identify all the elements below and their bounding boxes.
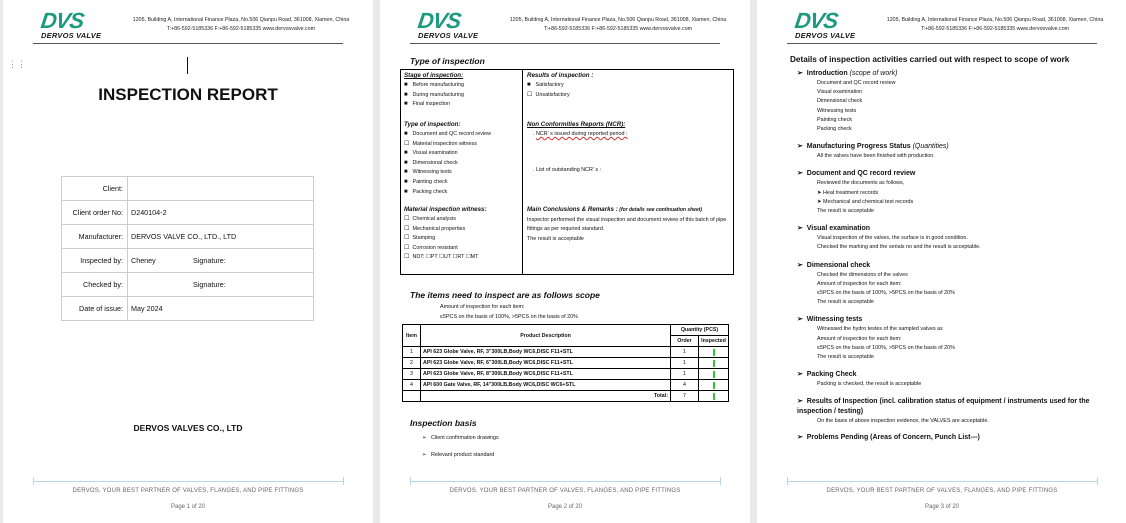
checked-box-icon: ■ bbox=[404, 131, 408, 137]
list-item: ■ Dimensional check bbox=[404, 159, 491, 169]
page-number: Page 1 of 20 bbox=[170, 504, 206, 510]
details-heading: Details of inspection activities carried out with respect to scope of work bbox=[790, 55, 1070, 64]
list-item: ■ Final inspection bbox=[404, 100, 464, 110]
table-row: Total: 7 bbox=[403, 391, 729, 402]
unchecked-box-icon: ☐ bbox=[404, 244, 410, 251]
footer-slogan: DERVOS, YOUR BEST PARTNER OF VALVES, FLANGES, AND PIPE FITTINGS bbox=[72, 488, 304, 494]
page-header bbox=[416, 8, 728, 41]
header-rule bbox=[410, 43, 720, 44]
table-row: 1 API 623 Globe Valve, RF, 3"300LB,Body WC6,DISC F11+STL 1 bbox=[403, 347, 729, 358]
page-number: Page 3 of 20 bbox=[924, 504, 960, 510]
unchecked-box-icon: ☐ bbox=[404, 235, 410, 242]
list-item: ■ Visual examination bbox=[404, 149, 491, 159]
list-item: ■ Document and QC record review bbox=[404, 130, 491, 140]
unchecked-box-icon: ☐ bbox=[404, 216, 410, 222]
checked-box-icon: ■ bbox=[527, 82, 531, 88]
list-item: Document and QC record review bbox=[817, 80, 896, 86]
company-name: DERVOS VALVES CO., LTD bbox=[133, 423, 243, 433]
list-item: Dimensional check bbox=[817, 98, 863, 105]
checked-box-icon: ■ bbox=[404, 188, 408, 195]
header-rule bbox=[33, 43, 343, 44]
list-item: ☐ Unsatisfactory bbox=[527, 91, 593, 101]
page-2: DVS DERVOS VALVE 1205, Building A, International Finance Plaza, No.506 Qianpu Road, 361008, Xiamen, China T:+86-592-5185336 F:+86-592-5185335 www.dervosvalve.com Type of inspection Stage of inspection: ■ Before manufacturing ■ During manufacturing ■ Final inspection Results of inspection : ■ Satisfactory ☐ Unsatisfactory Type of inspection: ■ Document and QC record review ☐ Material inspection witness ■ Visual examination ■ Dimensional check ■ Witnessing tests ■ Painting check ■ Packing check Non Conformities Reports (NCR): . NCR’ s issued during reported period : . List of outstanding NCR’ s : Material inspection witness: ☐ Chemical analysis ☐ Mechanical properties ☐ Stamping ☐ Corrosion resistant ☐ NDT: ☐PT ☐UT ☐RT ☐MT Main Conclusions & Remarks : (for details see continuation sheet) Inspector performed the visual inspection and document review of this batch of pipe fittings as per required standard. The result is acceptable The items need to inspect are as follows scope Amount of inspection for each item: ≤5PCS on the basis of 100%, >5PCS on the basis of 20% Item Product Description Quantity (PCS) Order Inspected 1 API 623 Globe Valve, RF, 3"300LB,Body WC6,DISC F11+STL 1 2 API 623 Globe Valve, RF, 6"300LB,Body WC6,DISC F11+STL 1 3 API 623 Globe Valve, RF, 8"300LB,Body WC6,DISC F11+STL 1 4 API 600 Gate Valve, RF, 14"300LB,Body WC6,DISC WC6+STL 4 Total: 7 Inspection basis ➢ Client confirmation drawings ➢ Relevant product standard DERVOS, YOUR BEST PARTNER OF VALVES, FLANGES, AND PIPE FITTINGS Page 2 of 20 bbox=[380, 0, 750, 523]
list-item: ■ Packing check bbox=[404, 188, 491, 198]
footer-rule bbox=[410, 481, 720, 482]
footer-rule bbox=[33, 481, 343, 482]
drag-handle-icon[interactable]: ⋮⋮ bbox=[8, 59, 26, 69]
table-row: Date of issue: May 2024 bbox=[62, 297, 314, 321]
items-table: Item Product Description Quantity (PCS) Order Inspected 1 API 623 Globe Valve, RF, 3"300LB,Body WC6,DISC F11+STL 1 2 API 623 Globe Valve, RF, 6"300LB,Body WC6,DISC F11+STL 1 3 API 623 Globe Valve, RF, 8"300LB,Body WC6,DISC F11+STL 1 4 API 600 Gate Valve, RF, 14"300LB,Body WC6,DISC WC6+STL 4 Total: 7 bbox=[402, 324, 729, 402]
table-row: 3 API 623 Globe Valve, RF, 8"300LB,Body WC6,DISC F11+STL 1 bbox=[403, 369, 729, 380]
page-1 bbox=[3, 0, 373, 523]
checked-box-icon: ■ bbox=[404, 82, 408, 88]
header-address: 1205, Building A, International Finance Plaza, No.506 Qianpu Road, 361008, Xiamen, China T:+86-592-5185336 F:+86-592-5185335 www.dervosvalve.com bbox=[886, 17, 1104, 32]
list-item: Packing check bbox=[817, 126, 852, 133]
footer-slogan: DERVOS, YOUR BEST PARTNER OF VALVES, FLANGES, AND PIPE FITTINGS bbox=[826, 488, 1058, 494]
table-row: Checked by: Signature: bbox=[62, 273, 314, 297]
checked-box-icon: ■ bbox=[404, 159, 408, 166]
page-3 bbox=[757, 0, 1126, 523]
page-title: INSPECTION REPORT bbox=[98, 85, 278, 104]
list-item: ■ Satisfactory bbox=[527, 81, 593, 91]
text-cursor bbox=[187, 57, 188, 74]
table-row: Client: bbox=[62, 177, 314, 201]
header-address: 1205, Building A, International Finance Plaza, No.506 Qianpu Road, 361008, Xiamen, China T:+86-592-5185336 F:+86-592-5185335 www.dervosvalve.com bbox=[132, 17, 350, 32]
list-item: ■ Before manufacturing bbox=[404, 81, 464, 91]
checked-box-icon: ■ bbox=[404, 101, 408, 108]
list-item: ☐ Stamping bbox=[404, 234, 487, 244]
footer-rule bbox=[787, 481, 1097, 482]
header-rule bbox=[787, 43, 1097, 44]
type-of-inspection-heading: Type of inspection bbox=[410, 56, 485, 66]
table-row: Inspected by: Cheney Signature: bbox=[62, 249, 314, 273]
footer-slogan: DERVOS, YOUR BEST PARTNER OF VALVES, FLANGES, AND PIPE FITTINGS bbox=[449, 488, 681, 494]
table-row: Client order No: D240104-2 bbox=[62, 201, 314, 225]
report-info-table bbox=[61, 176, 314, 321]
unchecked-box-icon: ☐ bbox=[404, 225, 410, 232]
list-item: Painting check bbox=[817, 116, 853, 123]
header-address: 1205, Building A, International Finance Plaza, No.506 Qianpu Road, 361008, Xiamen, China T:+86-592-5185336 F:+86-592-5185335 www.dervosvalve.com bbox=[509, 17, 727, 32]
inspection-summary-box bbox=[400, 69, 734, 275]
list-item: ■ Painting check bbox=[404, 178, 491, 188]
inspection-basis-heading: Inspection basis bbox=[410, 418, 477, 428]
conclusion-section: Main Conclusions & Remarks : (for details see continuation sheet) Inspector performed the visual inspection and document review of this batch of pipe fittings as per required standard. The result is acceptable bbox=[527, 206, 727, 242]
items-scope-heading: The items need to inspect are as follows scope bbox=[410, 290, 600, 300]
material-section: Material inspection witness: ☐ Chemical analysis ☐ Mechanical properties ☐ Stamping ☐ Corrosion resistant ☐ NDT: ☐PT ☐UT ☐RT ☐MT bbox=[404, 205, 487, 263]
page-header bbox=[793, 8, 1105, 41]
list-item: ■ Witnessing tests bbox=[404, 168, 491, 178]
page-header bbox=[39, 8, 351, 41]
list-item: ☐ Material inspection witness bbox=[404, 140, 491, 150]
list-item: ■ During manufacturing bbox=[404, 91, 464, 101]
unchecked-box-icon: ☐ bbox=[527, 91, 533, 98]
checked-box-icon: ■ bbox=[404, 150, 408, 157]
list-item: ☐ Chemical analysis bbox=[404, 215, 487, 225]
company-logo: DVS DERVOS VALVE bbox=[39, 8, 102, 40]
results-section: Results of inspection : ■ Satisfactory ☐ Unsatisfactory bbox=[527, 71, 593, 100]
list-item: ☐ NDT: ☐PT ☐UT ☐RT ☐MT bbox=[404, 253, 487, 263]
unchecked-box-icon: ☐ bbox=[404, 254, 410, 261]
list-item: Witnessing tests bbox=[817, 107, 857, 114]
table-row: 2 API 623 Globe Valve, RF, 6"300LB,Body WC6,DISC F11+STL 1 bbox=[403, 358, 729, 369]
table-row: Manufacturer: DERVOS VALVE CO., LTD., LTD bbox=[62, 225, 314, 249]
company-logo: DVS DERVOS VALVE bbox=[416, 8, 479, 40]
table-row: 4 API 600 Gate Valve, RF, 14"300LB,Body WC6,DISC WC6+STL 4 bbox=[403, 380, 729, 391]
checked-box-icon: ■ bbox=[404, 178, 408, 185]
type-section: Type of inspection: ■ Document and QC record review ☐ Material inspection witness ■ Visual examination ■ Dimensional check ■ Witnessing tests ■ Painting check ■ Packing check bbox=[404, 120, 491, 197]
list-item: ☐ Mechanical properties bbox=[404, 225, 487, 235]
details-body: ➢ Introduction (scope of work) Document and QC record review Visual examination Dimensional check Witnessing tests Painting check Packing check ➢ Manufacturing Progress Status (Quantities) All the valves have been finished with production. ➢ Document and QC record review Reviewed the documents as follows, ➤ Heat treatment records ➤ Mechanical and chemical test records The result is acceptable ➢ Visual examination Visual inspection of the valves, the surface is in good condition. Checked the marking and the serials no and the result is acceptable. ➢ Dimensional check Checked the dimensions of the valves Amount of inspection for each item: ≤5PCS on the basis of 100%, >5PCS on the basis of 20% The result is acceptable ➢ Witnessing tests Witnessed the hydro testes of the sampled valves as Amount of inspection for each item: ≤5PCS on the basis of 100%, >5PCS on the basis of 20% The result is acceptable ➢ Packing Check Packing is checked, the result is acceptable ➢ Results of Inspection (incl. calibration status of equipment / instruments used for the inspection / testing) On the basis of above inspection evidence, the VALVES are acceptable. ➢ Problems Pending (Areas of Concern, Punch List---) bbox=[797, 69, 1097, 443]
company-logo: DVS DERVOS VALVE bbox=[793, 8, 856, 40]
ncr-section: Non Conformities Reports (NCR): . NCR’ s issued during reported period : . List of outstanding NCR’ s : bbox=[527, 121, 628, 173]
checked-box-icon: ■ bbox=[404, 169, 408, 176]
page-number: Page 2 of 20 bbox=[547, 504, 583, 510]
stage-section: Stage of inspection: ■ Before manufacturing ■ During manufacturing ■ Final inspection bbox=[404, 71, 464, 110]
list-item: Visual examination bbox=[817, 89, 863, 96]
list-item: ☐ Corrosion resistant bbox=[404, 244, 487, 254]
unchecked-box-icon: ☐ bbox=[404, 140, 410, 147]
checked-box-icon: ■ bbox=[404, 91, 408, 98]
